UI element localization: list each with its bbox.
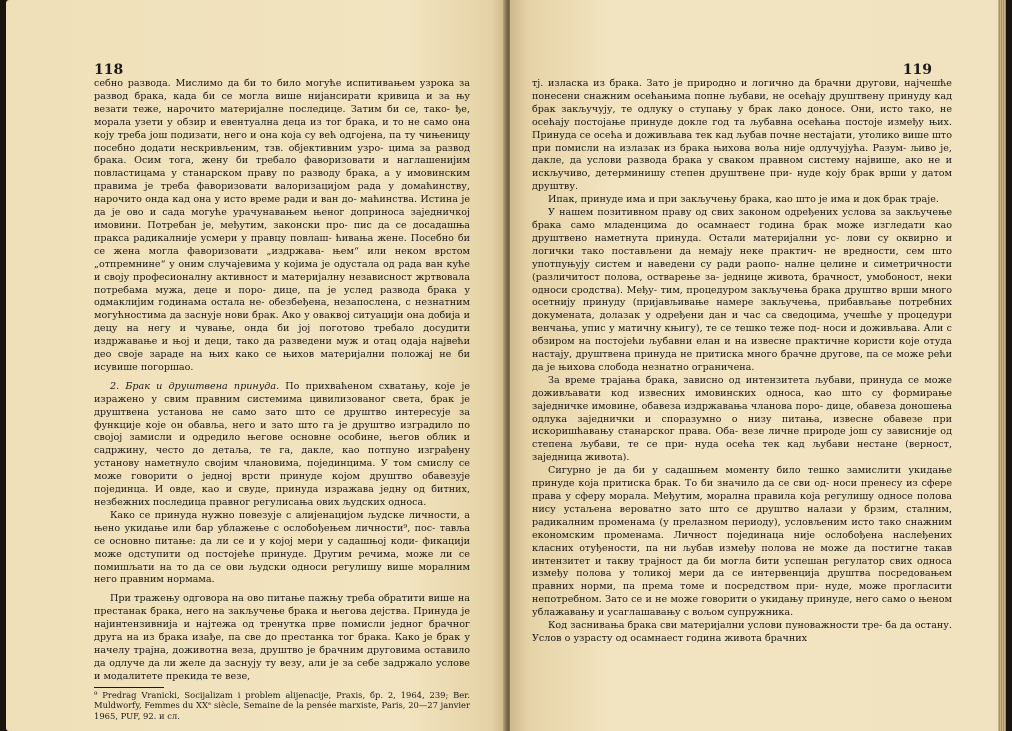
right-page (510, 0, 1006, 731)
paragraph: За време трајања брака, зависно од интензитета љубави, принуда се може доживљавати код извесних имовинских односа, као што су формирање заједничке имовине, обавеза издржавања чланова поро- дице, обавеза доношења одлука заједнички и споразумно о низу питања, извесне обавезе при искоришћавању станарског права. Оба- везе личне природе још су зависније од степена љубави, те се при- нуда осећа тек кад љубави нестане (верност, заједница живота). (532, 374, 952, 464)
section-paragraph (94, 381, 470, 510)
footnote: ⁹ Predrag Vranicki, Socijalizam i problem alijenacije, Praxis, бр. 2, 1964, 239; Ber. Muldworfy, Femmes du XXᵉ siècle, Semaine de la pensée marxiste, Paris, 20—27 janvier 1965, PUF, 92. и сл. (94, 689, 470, 721)
paragraph-text: По прихваћеном схватању, које је изражено у свим правним системима цивилизованог света, брак је друштвена установа не само зато што се друштво интересује за функције које он обавља, него и зато што га је друштво изградило по својој замисли и одредило његове основне особине, његов облик и садржину, често до детаља, те га, дакле, као потпуно изграђену установу наметнуло својим члановима, појединцима. У том смислу се може говорити о једној врсти принуде којом друштво обавезује појединца. И овде, као и свуде, принуда изражава једну од битних, незбежних последица правног регулисања ових људских односа. (94, 380, 471, 508)
paragraph: себно развода. Мислимо да би то било могуће испитивањем узрока за развод брака, када би се могла више нијансирати кривица и за њу везати теже, нарочито материјалне последице. Затим би се, тако- ђе, морала узети у обзир и евентуална деца из тог брака, и то не само она коју треба још подизати, него и она која су већ одгојена, па ту чињеницу посебно додати нескривљеним, тзв. објективним узро- цима за развод брака. Осим тога, жену би требало фаворизовати и наглашенијим повластицама у станарском праву по разводу брака, а у имовинским правима је треба фаворизовати валоризацијом рада у домаћинству, нарочито онда кад она у исто време ради и ван до- маћинства. Истина је да је ово и сада могуће урачунавањем њеног доприноса заједничкој имовини. Потребан је, међутим, законски про- пис да се досадашња пракса радикалније усмери у правцу повлаш- ћивања жене. Посебно би се жена могла фаворизовати „издржава- њем“ или неком врстом „отпремнине“ у оним случајевима у којима је одустала од рада ван куће и своју професионалну активност и материјалну независност жртвовала потребама мужа, деце и поро- дице, па је услед развода брака у одмаклијим годинама остала не- обезбеђена, незапослена, с незнатним могућностима да заснује нови брак. Ако у оваквој ситуацији она добија и децу на негу и чување, онда би јој поготово требало досудити издржавање и њој и деци, тако да разведени муж и отац одаја највећи део своје зараде на њих како се њихов материјални положај не би исувише погоршао. (94, 78, 470, 373)
paragraph: У нашем позитивном праву од свих законом одређених услова за закључење брака само младенцима до осамнаест година брак може изгледати као друштвено наметнута принуда. Остали материјални ус- лови су оквирно и логички тако постављени да немају неке практич- не вредности, сем што употпуњују систем и наведени су ради раопо- налне целине и симетричности (различитост полова, остварење за- једнице живота, брачност, умобоност, неки односи сродства). Међу- тим, процедуром закључења брака друштво врши много осетнију принуду (пријављивање намере закључења, прибављање потребних докумената, долазак у одређени дан и час са сведоцима, учешће у процедури венчања, упис у матичну књигу), те се тешко теже под- носи и доживљава. Али с обзиром на постојећи љубавни елан и на извесне практичне користи које отуда настају, друштвена принуда не притиска много брачне другове, па се може рећи да је њихова слобода незнатно ограничена. (532, 207, 952, 373)
paragraph: Како се принуда нужно повезује с алијенацијом људске личности, а њено укидање или бар ублажење с ослобођењем личности⁹, пос- тавља се основно питање: да ли се и у којој мери у садашњој коди- фикацији може одступити од постојеће принуде. Другим речима, може ли се помишљати на то да се ови људски односи регулишу више моралним него правним нормама. (94, 509, 470, 586)
paragraph: Код заснивања брака сви материјални услови пуноважности тре- ба да остану. Услов о узрасту од осамнаест година живота брачних (532, 620, 952, 644)
paragraph: Ипак, принуде има и при закључењу брака, као што је има и док брак траје. (548, 194, 939, 206)
left-page (6, 0, 506, 731)
section-heading: 2. Брак и друштвена принуда. (110, 380, 280, 392)
page-edges (998, 0, 1006, 731)
page-number-left: 118 (94, 62, 124, 78)
right-page-body (532, 78, 952, 646)
left-page-body (94, 78, 470, 721)
paragraph: тј. изласка из брака. Зато је природно и логично да брачни другови, најчешће понесени снажним осећањима попне љубави, не осећају друштвену принуду кад брак закључују, те одлуку о ступању у брак лако доносе. Они, исто тако, не осећају постојање принуде докле год та љубавна осећања постоје између њих. Принуда се осећа и доживљава тек кад љубав почне нестајати, утолико више што при помисли на излазак из брака њихова воља није одлучујућа. Разум- љиво је, дакле, да услови развода брака у сваком правном систему највише, ако не и искључиво, детерминишу степен друштвене при- нуде коју брак врши у датом друштву. (532, 78, 952, 193)
page-number-right: 119 (902, 62, 932, 78)
paragraph: При тражењу одговора на ово питање пажњу треба обратити више на престанак брака, него на закључење брака и његова дејства. Принуда је најинтензивнија и најтежа од тренутка прве помисли једног брачног друга на из брака изађе, па све до престанка тог брака. Како је брак у начелу трајна, доживотна веза, друштво је брачним друговима оставило да одлуче да ли желе да заснују ту везу, али је за себе задржало услове и модалитете прекида те везе, (94, 593, 470, 682)
footnote-rule (94, 687, 164, 688)
paragraph: Сигурно је да би у садашњем моменту било тешко замислити укидање принуде која притиска брак. То би значило да се сви од- носи пренесу из сфере права у сферу морала. Међутим, морална правила која регулишу односе полова нису устаљена вероватно зато што се друштво налази у брзим, сталним, радикалним променама (у прелазном периоду), условљеним исто тако снажним економским променама. Личност појединаца није ослобођена наслеђених класних отуђености, па ни љубав између полова не може да постигне такав интензитет и такву трајност да би могла бити успешан регулатор свих односа између полова у толикој мери да се интервенција друштва посредовањем правних норми, па према томе и посредством при- нуде, може прогласити непотребном. Зато се и не може говорити о укидању принуде, него само о њеном ублажавању и усаглашавању с вољом супружника. (532, 465, 952, 619)
